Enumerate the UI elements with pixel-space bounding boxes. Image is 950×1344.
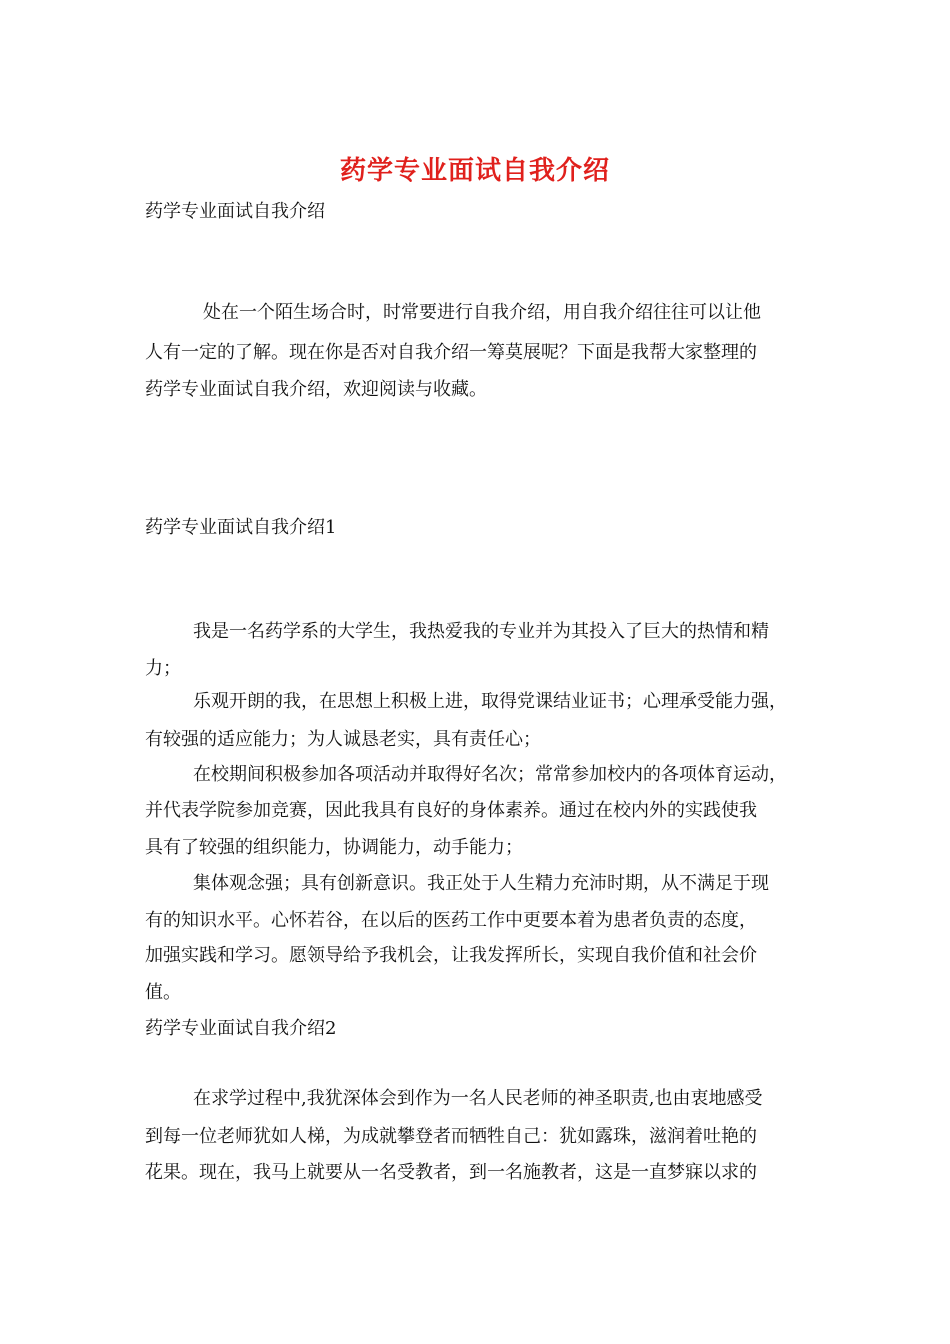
section1-line: 有的知识水平。心怀若谷，在以后的医药工作中更要本着为患者负责的态度， [145,910,757,931]
section1-line: 加强实践和学习。愿领导给予我机会，让我发挥所长，实现自我价值和社会价 [145,945,757,966]
section2-line: 花果。现在，我马上就要从一名受教者，到一名施教者，这是一直梦寐以求的 [145,1162,757,1183]
section1-line: 我是一名药学系的大学生，我热爱我的专业并为其投入了巨大的热情和精 [193,621,769,642]
document-title: 药学专业面试自我介绍 [339,156,610,186]
section1-line: 并代表学院参加竞赛，因此我具有良好的身体素养。通过在校内外的实践使我 [145,800,757,821]
section1-line: 乐观开朗的我，在思想上积极上进，取得党课结业证书；心理承受能力强， [193,691,787,712]
section2-line: 在求学过程中,我犹深体会到作为一名人民老师的神圣职责,也由衷地感受 [193,1088,763,1109]
section2-heading: 药学专业面试自我介绍2 [145,1018,337,1039]
section1-line: 有较强的适应能力；为人诚恳老实，具有责任心； [145,729,541,750]
section1-line: 力； [145,658,181,679]
intro-line: 人有一定的了解。现在你是否对自我介绍一筹莫展呢？下面是我帮大家整理的 [145,342,757,363]
document-subtitle: 药学专业面试自我介绍 [145,201,325,222]
intro-line: 药学专业面试自我介绍，欢迎阅读与收藏。 [145,379,487,400]
section1-line: 在校期间积极参加各项活动并取得好名次；常常参加校内的各项体育运动， [193,764,787,785]
section1-line: 集体观念强；具有创新意识。我正处于人生精力充沛时期，从不满足于现 [193,873,769,894]
section1-heading: 药学专业面试自我介绍1 [145,517,337,538]
intro-line: 处在一个陌生场合时，时常要进行自我介绍，用自我介绍往往可以让他 [203,302,761,323]
section1-line: 具有了较强的组织能力，协调能力，动手能力； [145,837,523,858]
section1-line: 值。 [145,982,181,1003]
section2-line: 到每一位老师犹如人梯，为成就攀登者而牺牲自己：犹如露珠，滋润着吐艳的 [145,1126,757,1147]
